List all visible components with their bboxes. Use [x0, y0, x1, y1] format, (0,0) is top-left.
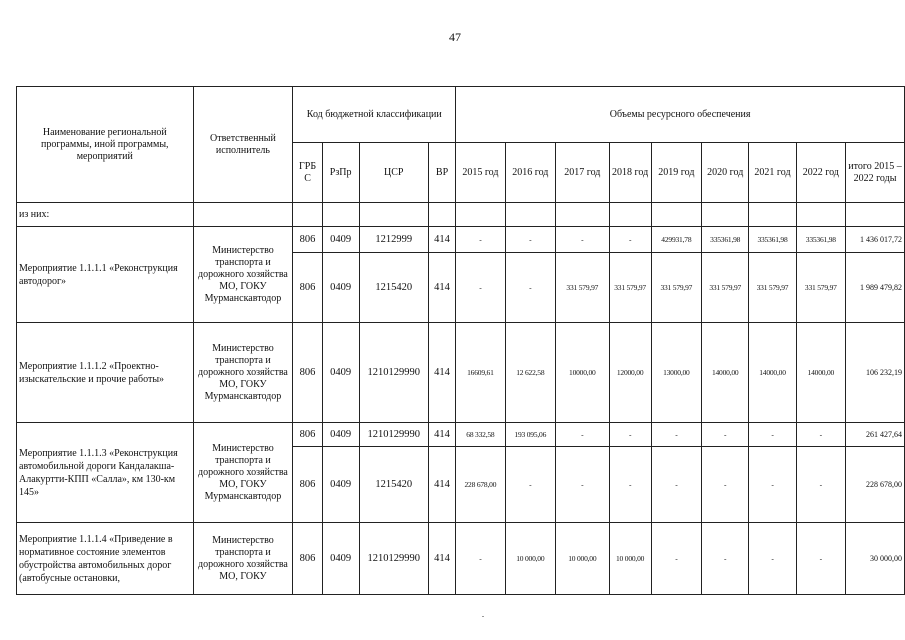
value-total: 106 232,19: [846, 323, 905, 423]
value-total: 261 427,64: [846, 423, 905, 447]
code-grbs: 806: [293, 323, 322, 423]
value-2016: 12 622,58: [505, 323, 555, 423]
code-csr: 1210129990: [359, 523, 428, 595]
scan-speck: [482, 616, 484, 617]
code-vr: 414: [428, 253, 455, 323]
subheader-row: [17, 203, 905, 227]
value-2017: 10 000,00: [556, 523, 610, 595]
code-grbs: 806: [293, 253, 322, 323]
value-2021: 331 579,97: [749, 253, 796, 323]
table-row: [17, 423, 905, 447]
value-2015: -: [456, 523, 505, 595]
value-2021: 335361,98: [749, 227, 796, 253]
value-2018: 12000,00: [609, 323, 651, 423]
code-csr: 1212999: [359, 227, 428, 253]
resource-table: [16, 86, 905, 595]
header-year-2018: 2018 год: [609, 143, 651, 203]
subheader-label: из них:: [17, 203, 194, 227]
header-year-2015: 2015 год: [456, 143, 505, 203]
code-rzpr: 0409: [322, 227, 359, 253]
value-2017: -: [556, 227, 610, 253]
header-year-2020: 2020 год: [702, 143, 749, 203]
activity-executor: Министерство транспорта и дорожного хозяйства МО, ГОКУ Мурманскавтодор: [193, 323, 293, 423]
value-2020: 14000,00: [702, 323, 749, 423]
header-resources: Объемы ресурсного обеспечения: [456, 87, 905, 143]
activity-executor: Министерство транспорта и дорожного хозяйства МО, ГОКУ Мурманскавтодор: [193, 227, 293, 323]
header-year-2017: 2017 год: [556, 143, 610, 203]
code-vr: 414: [428, 323, 455, 423]
code-rzpr: 0409: [322, 523, 359, 595]
value-2017: -: [556, 423, 610, 447]
value-2020: -: [702, 447, 749, 523]
value-2017: 10000,00: [556, 323, 610, 423]
value-total: 1 989 479,82: [846, 253, 905, 323]
code-rzpr: 0409: [322, 323, 359, 423]
table-row: [17, 523, 905, 595]
value-2016: -: [505, 447, 555, 523]
value-2019: 429931,78: [651, 227, 701, 253]
value-2020: -: [702, 523, 749, 595]
value-2019: -: [651, 423, 701, 447]
value-2020: -: [702, 423, 749, 447]
code-csr: 1210129990: [359, 423, 428, 447]
header-year-2022: 2022 год: [796, 143, 845, 203]
value-2019: -: [651, 447, 701, 523]
value-2022: -: [796, 523, 845, 595]
value-total: 228 678,00: [846, 447, 905, 523]
value-2021: -: [749, 447, 796, 523]
value-2017: -: [556, 447, 610, 523]
value-2015: -: [456, 227, 505, 253]
code-rzpr: 0409: [322, 253, 359, 323]
code-vr: 414: [428, 227, 455, 253]
header-executor: Ответственный исполнитель: [193, 87, 293, 203]
table-row: [17, 323, 905, 423]
header-code-csr: ЦСР: [359, 143, 428, 203]
value-2016: 10 000,00: [505, 523, 555, 595]
value-2018: 331 579,97: [609, 253, 651, 323]
value-2020: 331 579,97: [702, 253, 749, 323]
value-2015: 228 678,00: [456, 447, 505, 523]
value-2015: 16609,61: [456, 323, 505, 423]
value-2015: 68 332,58: [456, 423, 505, 447]
activity-executor: Министерство транспорта и дорожного хозяйства МО, ГОКУ Мурманскавтодор: [193, 423, 293, 523]
header-code-grbs: ГРБ С: [293, 143, 322, 203]
value-2016: 193 095,06: [505, 423, 555, 447]
activity-name: Мероприятие 1.1.1.3 «Реконструкция автомобильной дороги Кандалакша-Алакуртти-КПП «Салла», км 130-км 145»: [17, 423, 194, 523]
value-2018: 10 000,00: [609, 523, 651, 595]
table-row: [17, 227, 905, 253]
value-2022: -: [796, 423, 845, 447]
header-year-2021: 2021 год: [749, 143, 796, 203]
code-vr: 414: [428, 423, 455, 447]
header-budget-code: Код бюджетной классификации: [293, 87, 456, 143]
value-2021: -: [749, 423, 796, 447]
value-2019: -: [651, 523, 701, 595]
activity-name: Мероприятие 1.1.1.1 «Реконструкция автодорог»: [17, 227, 194, 323]
header-year-2019: 2019 год: [651, 143, 701, 203]
code-csr: 1215420: [359, 253, 428, 323]
code-csr: 1210129990: [359, 323, 428, 423]
value-2016: -: [505, 227, 555, 253]
value-2019: 331 579,97: [651, 253, 701, 323]
value-2022: -: [796, 447, 845, 523]
value-2021: 14000,00: [749, 323, 796, 423]
value-total: 1 436 017,72: [846, 227, 905, 253]
activity-name: Мероприятие 1.1.1.2 «Проектно-изыскательские и прочие работы»: [17, 323, 194, 423]
code-csr: 1215420: [359, 447, 428, 523]
header-total: итого 2015 – 2022 годы: [846, 143, 905, 203]
code-vr: 414: [428, 523, 455, 595]
value-2021: -: [749, 523, 796, 595]
value-2015: -: [456, 253, 505, 323]
value-2019: 13000,00: [651, 323, 701, 423]
value-2022: 331 579,97: [796, 253, 845, 323]
code-rzpr: 0409: [322, 423, 359, 447]
header-name: Наименование региональной программы, иной программы, мероприятий: [17, 87, 194, 203]
value-2020: 335361,98: [702, 227, 749, 253]
page-number: 47: [449, 30, 461, 44]
code-grbs: 806: [293, 227, 322, 253]
value-2022: 335361,98: [796, 227, 845, 253]
value-total: 30 000,00: [846, 523, 905, 595]
header-code-rzpr: РзПр: [322, 143, 359, 203]
value-2016: -: [505, 253, 555, 323]
header-code-vr: ВР: [428, 143, 455, 203]
code-rzpr: 0409: [322, 447, 359, 523]
code-grbs: 806: [293, 447, 322, 523]
value-2018: -: [609, 227, 651, 253]
value-2018: -: [609, 423, 651, 447]
header-year-2016: 2016 год: [505, 143, 555, 203]
code-grbs: 806: [293, 423, 322, 447]
value-2018: -: [609, 447, 651, 523]
value-2017: 331 579,97: [556, 253, 610, 323]
activity-name: Мероприятие 1.1.1.4 «Приведение в нормативное состояние элементов обустройства автомобильных дорог (автобусные остановки,: [17, 523, 194, 595]
code-vr: 414: [428, 447, 455, 523]
code-grbs: 806: [293, 523, 322, 595]
value-2022: 14000,00: [796, 323, 845, 423]
activity-executor: Министерство транспорта и дорожного хозяйства МО, ГОКУ: [193, 523, 293, 595]
